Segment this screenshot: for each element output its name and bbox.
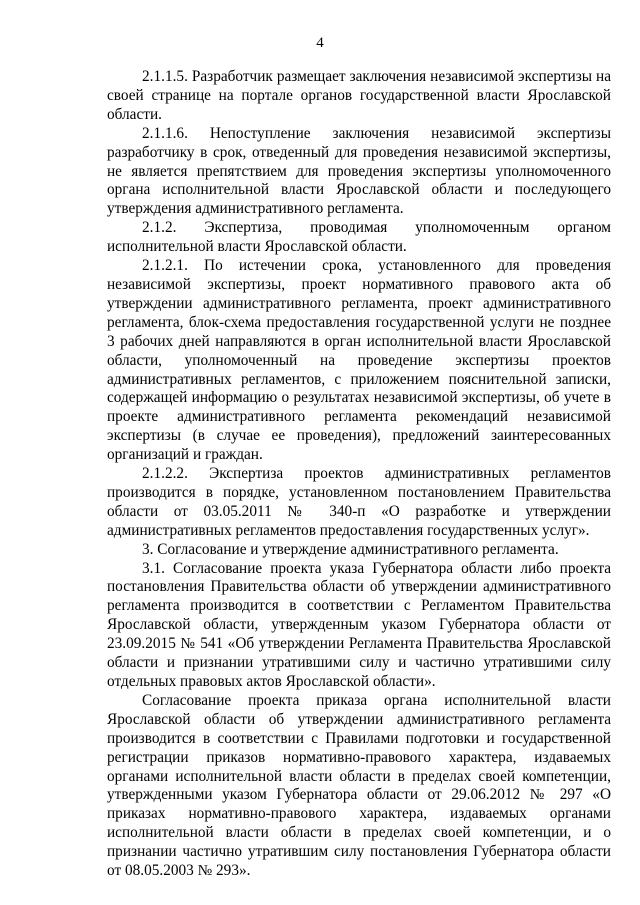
- document-body: [107, 68, 611, 881]
- paragraph-2-1-2: 2.1.2. Экспертиза, проводимая уполномоченным органом исполнительной власти Ярославской области.: [107, 219, 611, 256]
- paragraph-3: 3. Согласование и утверждение административного регламента.: [142, 540, 559, 558]
- page-number: 4: [316, 35, 324, 51]
- paragraph-2-1-2-2: 2.1.2.2. Экспертиза проектов административных регламентов производится в порядке, установленном постановлением Правительства области от 03.05.2011 № 340-п «О разработке и утверждении административных регламентов предоставления государственных услуг».: [107, 465, 611, 539]
- paragraph-2-1-1-6: 2.1.1.6. Непоступление заключения независимой экспертизы разработчику в срок, отведенный для проведения независимой экспертизы, не является препятствием для проведения экспертизы уполномоченного органа исполнительной власти Ярославской области и последующего утверждения административного регламента.: [107, 124, 611, 218]
- paragraph-2-1-2-1: 2.1.2.1. По истечении срока, установленного для проведения независимой экспертизы, проект нормативного правового акта об утверждении административного регламента, проект административного регламента, блок-схема предоставления государственной услуги не позднее 3 рабочих дней направляются в орган исполнительной власти Ярославской области, уполномоченный на проведение экспертизы проектов административных регламентов, с приложением пояснительной записки, содержащей информацию о результатах независимой экспертизы, об учете в проекте административного регламента рекомендаций независимой экспертизы (в случае ее проведения), предложений заинтересованных организаций и граждан.: [107, 257, 611, 464]
- paragraph-3-1-order-approval: Согласование проекта приказа органа исполнительной власти Ярославской области об утверждении административного регламента производится в соответствии с Правилами подготовки и государственной регистрации приказов нормативно-правового характера, издаваемых органами исполнительной власти области в пределах своей компетенции, утвержденными указом Губернатора области от 29.06.2012 № 297 «О приказах нормативно-правового характера, издаваемых органами исполнительной власти области в пределах своей компетенции, и о признании частично утратившим силу постановления Губернатора области от 08.05.2003 № 293».: [107, 691, 611, 880]
- paragraph-3-1: 3.1. Согласование проекта указа Губернатора области либо проекта постановления Правительства области об утверждении административного регламента производится в соответствии с Регламентом Правительства Ярославской области, утвержденным указом Губернатора области от 23.09.2015 № 541 «Об утверждении Регламента Правительства Ярославской области и признании утратившими силу и частично утратившими силу отдельных правовых актов Ярославской области».: [107, 559, 611, 690]
- paragraph-2-1-1-5: 2.1.1.5. Разработчик размещает заключения независимой экспертизы на своей странице на портале органов государственной власти Ярославской области.: [107, 68, 611, 123]
